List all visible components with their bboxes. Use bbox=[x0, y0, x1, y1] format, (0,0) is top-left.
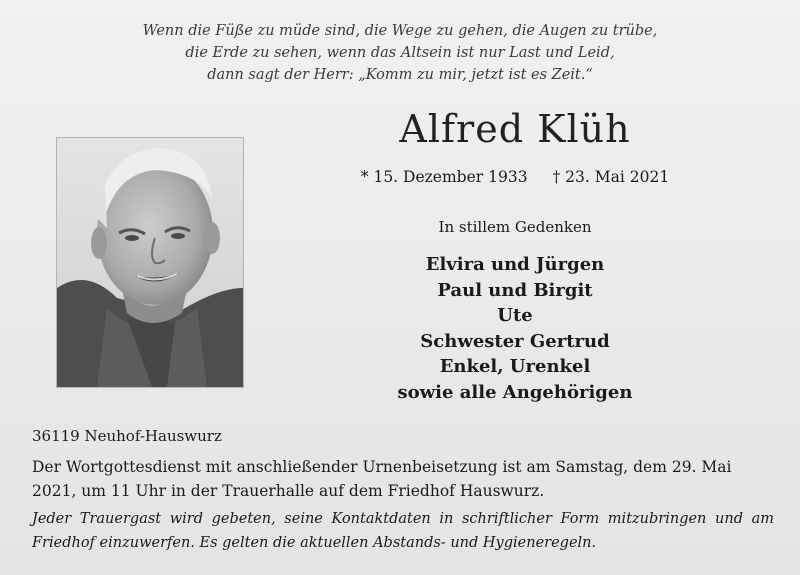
poem-line: dann sagt der Herr: „Komm zu mir, jetzt ist es Zeit.“ bbox=[207, 67, 593, 83]
poem-line: Wenn die Füße zu müde sind, die Wege zu gehen, die Augen zu trübe, bbox=[142, 23, 658, 39]
portrait-photo bbox=[56, 137, 244, 388]
portrait-image bbox=[57, 138, 243, 387]
service-info: Der Wortgottesdienst mit anschließender Urnenbeisetzung ist am Samstag, dem 29. Mai 2021, um 11 Uhr in der Trauerhalle auf dem Friedhof Hauswurz. bbox=[32, 458, 732, 500]
mourner-line: Paul und Birgit bbox=[437, 279, 593, 301]
mourner-line: Ute bbox=[497, 305, 533, 326]
mourners-list bbox=[310, 252, 720, 405]
mourner-line: Schwester Gertrud bbox=[420, 330, 610, 352]
poem bbox=[0, 20, 800, 86]
memory-phrase: In stillem Gedenken bbox=[438, 218, 592, 236]
mourner-line: sowie alle Angehörigen bbox=[397, 381, 633, 403]
mourner-line: Elvira und Jürgen bbox=[425, 254, 605, 275]
place: 36119 Neuhof-Hauswurz bbox=[32, 427, 222, 445]
life-dates bbox=[310, 168, 720, 186]
mourner-line: Enkel, Urenkel bbox=[439, 356, 591, 377]
hygiene-note: Jeder Trauergast wird gebeten, seine Kontaktdaten in schriftlicher Form mitzubringen und am Friedhof einzuwerfen. Es gelten die aktuellen Abstands- und Hygieneregeln. bbox=[32, 511, 774, 551]
death-date: † 23. Mai 2021 bbox=[552, 168, 670, 186]
poem-line: die Erde zu sehen, wenn das Altsein ist nur Last und Leid, bbox=[185, 45, 615, 61]
birth-date: * 15. Dezember 1933 bbox=[360, 168, 528, 186]
deceased-name: Alfred Klüh bbox=[399, 107, 631, 151]
